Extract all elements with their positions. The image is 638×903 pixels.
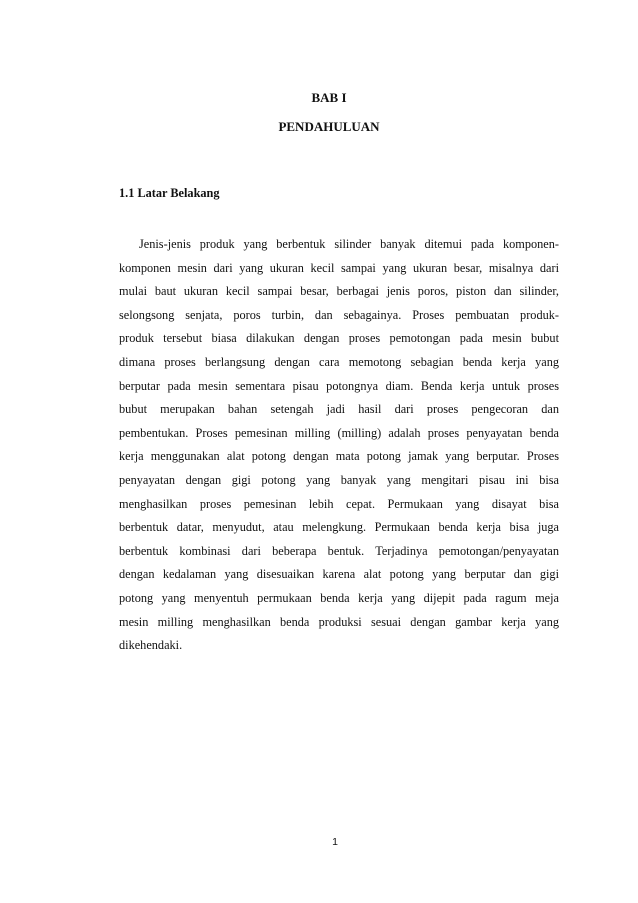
paragraph-line: berbentuk kombinasi dari beberapa bentuk. Terjadinya pemotongan/penyayatan (119, 543, 559, 558)
paragraph-line: komponen mesin dari yang ukuran kecil sampai yang ukuran besar, misalnya dari (119, 260, 559, 275)
paragraph-line: menghasilkan proses pemesinan lebih cepat. Permukaan yang disayat bisa (119, 496, 559, 511)
paragraph-line: berbentuk datar, menyudut, atau melengkung. Permukaan benda kerja bisa juga (119, 520, 559, 535)
paragraph-line: bubut merupakan bahan setengah jadi hasil dari proses pengecoran dan (119, 402, 559, 417)
paragraph-line: potong yang menyentuh permukaan benda kerja yang dijepit pada ragum meja (119, 590, 559, 605)
paragraph-line: dimana proses berlangsung dengan cara memotong sebagian benda kerja yang (119, 354, 559, 369)
paragraph-line: produk tersebut biasa dilakukan dengan proses pemotongan pada mesin bubut (119, 331, 559, 346)
section-heading: 1.1 Latar Belakang (119, 186, 220, 200)
chapter-title: PENDAHULUAN (278, 119, 380, 134)
chapter-number: BAB I (311, 90, 347, 105)
paragraph-line: kerja menggunakan alat potong dengan mata potong jamak yang berputar. Proses (119, 449, 559, 464)
paragraph-line: dengan kedalaman yang disesuaikan karena alat potong yang berputar dan gigi (119, 567, 559, 582)
paragraph-line: selongsong senjata, poros turbin, dan sebagainya. Proses pembuatan produk- (119, 307, 559, 322)
paragraph-line: mulai baut ukuran kecil sampai besar, berbagai jenis poros, piston dan silinder, (119, 284, 559, 299)
body-paragraph (119, 233, 559, 658)
paragraph-line: pembentukan. Proses pemesinan milling (milling) adalah proses penyayatan benda (119, 425, 559, 440)
paragraph-line: mesin milling menghasilkan benda produksi sesuai dengan gambar kerja yang (119, 614, 559, 629)
paragraph-line: dikehendaki. (119, 638, 183, 653)
paragraph-line: penyayatan dengan gigi potong yang banyak yang mengitari pisau ini bisa (119, 472, 559, 487)
paragraph-line: Jenis-jenis produk yang berbentuk silinder banyak ditemui pada komponen- (139, 237, 559, 251)
page-number: 1 (332, 836, 338, 848)
paragraph-line: berputar pada mesin sementara pisau potongnya diam. Benda kerja untuk proses (119, 378, 559, 393)
